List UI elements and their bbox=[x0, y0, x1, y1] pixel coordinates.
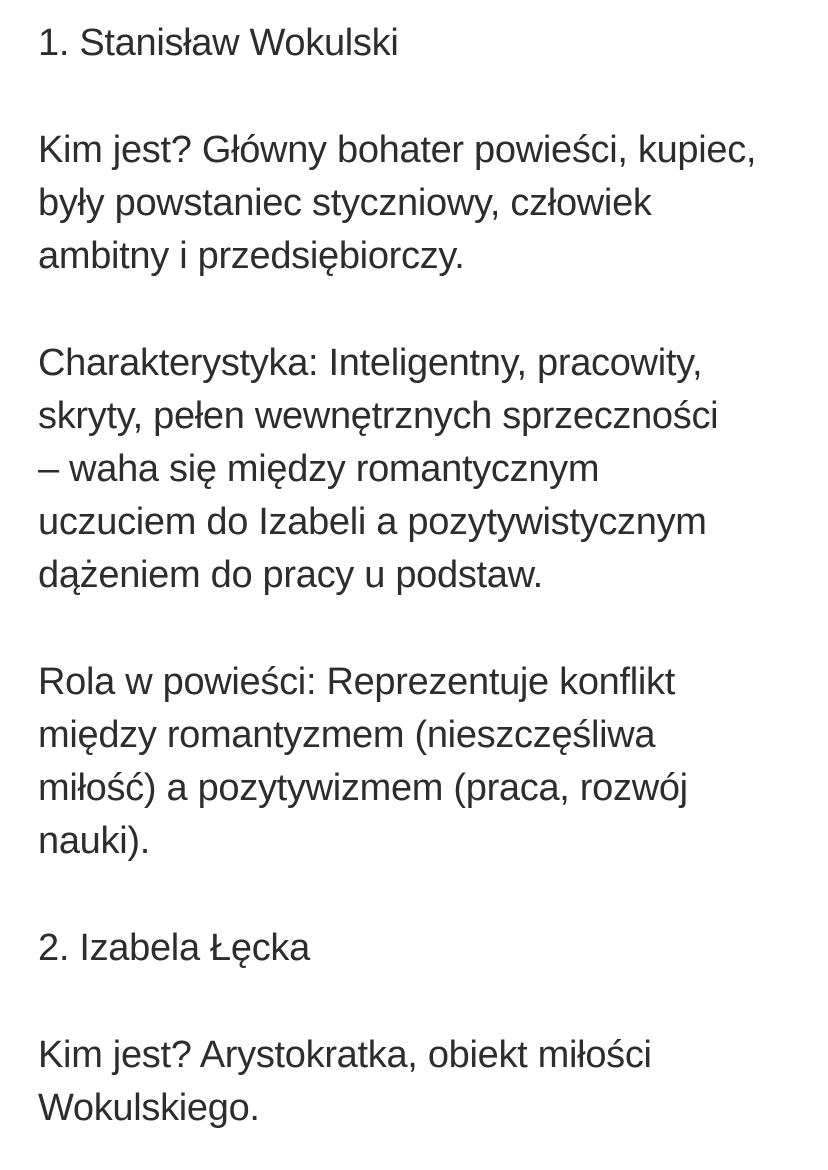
paragraph-line: Kim jest? Główny bohater powieści, kupiec, bbox=[38, 129, 757, 171]
heading-line: 1. Stanisław Wokulski bbox=[38, 22, 399, 64]
paragraph-line: uczuciem do Izabeli a pozytywistycznym bbox=[38, 501, 707, 543]
paragraph-line: były powstaniec styczniowy, człowiek bbox=[38, 182, 652, 224]
paragraph-line: Wokulskiego. bbox=[38, 1087, 260, 1129]
paragraph-line: nauki). bbox=[38, 820, 150, 862]
paragraph-line: miłość) a pozytywizmem (praca, rozwój bbox=[38, 767, 688, 809]
paragraph-line: dążeniem do pracy u podstaw. bbox=[38, 554, 543, 596]
section-heading-lecka bbox=[38, 922, 798, 975]
heading-line: 2. Izabela Łęcka bbox=[38, 927, 310, 969]
paragraph-wokulski-charakterystyka bbox=[38, 337, 798, 602]
paragraph-line: Rola w powieści: Reprezentuje konflikt bbox=[38, 661, 676, 703]
paragraph-line: między romantyzmem (nieszczęśliwa bbox=[38, 714, 656, 756]
paragraph-line: – waha się między romantycznym bbox=[38, 448, 600, 490]
paragraph-wokulski-rola bbox=[38, 656, 798, 868]
paragraph-line: skryty, pełen wewnętrznych sprzeczności bbox=[38, 395, 719, 437]
paragraph-line: ambitny i przedsiębiorczy. bbox=[38, 235, 465, 277]
paragraph-line: Kim jest? Arystokratka, obiekt miłości bbox=[38, 1034, 652, 1076]
paragraph-lecka-kim-jest bbox=[38, 1029, 798, 1135]
paragraph-wokulski-kim-jest bbox=[38, 124, 798, 283]
paragraph-line: Charakterystyka: Inteligentny, pracowity, bbox=[38, 342, 703, 384]
section-heading-wokulski bbox=[38, 17, 798, 70]
